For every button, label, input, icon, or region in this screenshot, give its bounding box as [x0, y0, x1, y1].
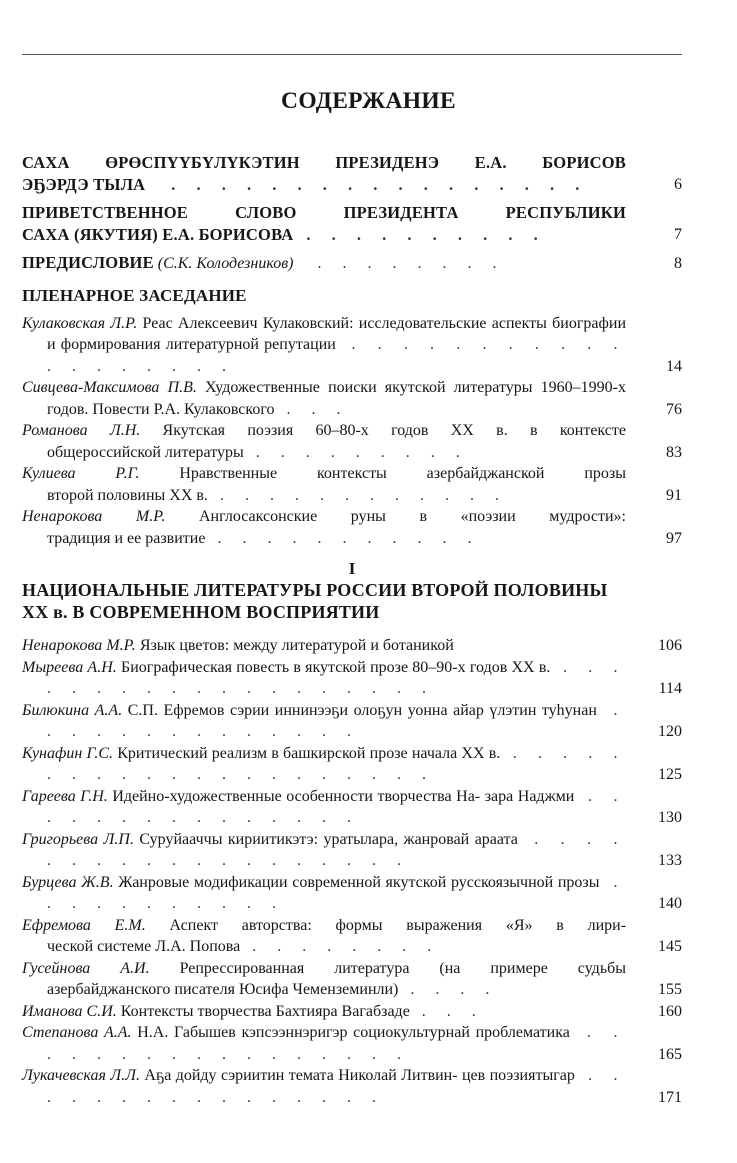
entry-title: Н.А. Габышев кэпсээннэригэр социокультурнай — [137, 1024, 470, 1041]
entry-author: Билюкина А.А. — [22, 701, 123, 719]
entry-title: Нравственные контексты азербайджанской прозы — [179, 465, 626, 482]
entry-title-last: XX в. — [461, 744, 501, 762]
leader-dots: . . . . . . . . . . . — [47, 873, 627, 912]
entry-title-last: азербайджанского писателя Юсифа Чеменземинли) — [47, 981, 399, 998]
page-number: 165 — [658, 1045, 682, 1063]
entry-title-last: русскоязычной прозы — [450, 873, 600, 891]
entry-title: Контексты творчества Бахтияра Вагабзаде — [120, 1002, 410, 1020]
entry-title: С.П. Ефремов сэрии иннинээҕи олоҕун уонна айар — [127, 701, 484, 719]
section-heading-plenary: ПЛЕНАРНОЕ ЗАСЕДАНИЕ — [22, 285, 247, 305]
entry-author: Ненарокова М.Р. — [22, 637, 136, 654]
leader-dots: . . . . . . . . . . . . — [219, 486, 508, 504]
entry-text — [22, 915, 626, 958]
leader-dots: . . . . . . . . . . . . . . . . . . . — [47, 336, 627, 375]
page-number: 6 — [674, 175, 682, 193]
toc-entry[interactable] — [22, 743, 682, 786]
entry-author: Степанова А.А. — [22, 1024, 132, 1041]
entry-text — [22, 829, 626, 872]
entry-title: Англосаксонские руны в «поэзии мудрости»: — [198, 508, 626, 525]
toc-entry[interactable] — [22, 635, 682, 657]
page-number: 125 — [658, 766, 682, 783]
entry-author: Иманова С.И. — [22, 1002, 117, 1020]
entry-author: Ненарокова М.Р. — [22, 508, 166, 525]
entry-text — [22, 1022, 626, 1065]
leader-dots: . . . . . . . . . . . — [217, 529, 480, 547]
entry-title-last: цев поэзиятыгар — [461, 1067, 575, 1084]
entry-title-last: САХА (ЯКУТИЯ) Е.А. БОРИСОВА . . . . . . . . . . — [22, 224, 547, 244]
entry-title-last: зара Наджми — [484, 787, 575, 805]
top-rule — [22, 54, 682, 55]
page-number: 155 — [658, 981, 682, 998]
leader-dots: . . . . . . . . . . . . . . . . . . . . . — [47, 744, 627, 783]
entry-title-last: ческой системе Л.А. Попова — [47, 938, 241, 955]
page-number: 160 — [658, 1002, 682, 1020]
page-number: 140 — [658, 895, 682, 912]
entry-author: Кулиева Р.Г. — [22, 465, 140, 482]
toc-entry[interactable] — [22, 506, 682, 549]
toc-entry[interactable] — [22, 252, 682, 275]
entry-text — [22, 657, 626, 700]
entry-author: Григорьева Л.П. — [22, 830, 134, 848]
entry-title-last: репутации — [264, 336, 336, 353]
page-number: 8 — [674, 255, 682, 272]
leader-dots: . . . — [286, 400, 350, 418]
page-number: 7 — [674, 225, 682, 243]
entry-title: Реас Алексеевич Кулаковский: исследовательские аспекты биографии и формирования литературной — [47, 314, 627, 353]
entry-title: Якутская поэзия 60–80-х годов XX в. в контексте — [162, 422, 626, 439]
toc-entry[interactable] — [22, 152, 682, 195]
entry-title: Язык цветов: между литературой и ботаникой — [139, 637, 454, 654]
entry-title-last: годов XX в. — [469, 658, 551, 676]
toc-entry[interactable] — [22, 377, 682, 420]
entry-text — [22, 786, 626, 829]
leader-dots: . . . . . . . . . . — [306, 224, 547, 244]
entry-author: Лукачевская Л.Л. — [22, 1067, 140, 1084]
toc-entry[interactable] — [22, 463, 682, 506]
entry-title-last: традиция и ее развитие — [47, 529, 206, 547]
entry-title: Идейно-художественные особенности творчества На- — [112, 787, 481, 805]
entry-title: Суруйааччы кириитикэтэ: уратылара, жанровай — [139, 830, 470, 848]
leader-dots: . . . . — [410, 981, 498, 998]
entry-text — [22, 635, 626, 657]
plenary-entries — [22, 313, 682, 550]
page-title: СОДЕРЖАНИЕ — [281, 88, 456, 114]
entry-author: (С.К. Колодезников) — [157, 255, 294, 272]
toc-entry[interactable] — [22, 872, 682, 915]
page-number: 97 — [666, 529, 682, 547]
entry-author: Бурцева Ж.В. — [22, 873, 114, 891]
toc-entry[interactable] — [22, 829, 682, 872]
entry-title: Аспект авторства: формы выражения «Я» в лири- — [169, 916, 627, 934]
entry-text — [22, 463, 626, 506]
toc-entry[interactable] — [22, 657, 682, 700]
page-number: 120 — [658, 723, 682, 740]
leader-dots: . . . . . . . . . . . . . . — [47, 701, 627, 740]
entry-text — [22, 313, 626, 378]
leader-dots: . . . . . . . . . . . . . . . . . . . — [47, 830, 627, 869]
entry-title-last: второй половины XX в. — [47, 486, 208, 504]
entry-title: Критический реализм в башкирской прозе начала — [117, 744, 458, 762]
entry-text — [22, 377, 626, 420]
toc-entry[interactable] — [22, 1022, 682, 1065]
entry-title-line: ПРИВЕТСТВЕННОЕ СЛОВО ПРЕЗИДЕНТА РЕСПУБЛИКИ — [22, 203, 626, 222]
entry-text — [22, 743, 626, 786]
chapter1-entries — [22, 635, 682, 1108]
leader-dots: . . . . . . . . — [317, 255, 506, 272]
leader-dots: . . . . . . . . . . . . . . . . . — [47, 1024, 627, 1063]
toc-entry[interactable] — [22, 1001, 682, 1023]
entry-title: Репрессированная литература (на примере судьбы — [179, 959, 627, 977]
entry-author: Кулаковская Л.Р. — [22, 314, 138, 332]
toc-entry[interactable] — [22, 958, 682, 1001]
entry-title-last: общероссийской литературы — [47, 443, 244, 461]
leader-dots: . . . . . . . . . . . . . . . — [47, 787, 627, 826]
page-number: 83 — [666, 443, 682, 461]
page-number: 76 — [666, 400, 682, 418]
chapter-number: I — [348, 559, 356, 578]
entry-title-last: ПРЕДИСЛОВИЕ (С.К. Колодезников) . . . . . . . . — [22, 253, 506, 272]
entry-title-last: проблематика — [475, 1024, 570, 1041]
page-number: 114 — [658, 680, 682, 697]
entry-title: Биографическая повесть в якутской прозе 80–90-х — [121, 658, 466, 676]
page-number: 145 — [658, 938, 682, 955]
leader-dots: . . . . . . . . . . . . . . . . . — [171, 174, 588, 194]
entry-author: Гареева Г.Н. — [22, 787, 108, 805]
entry-text — [22, 420, 626, 463]
entry-title-last: үлэтин туһунан — [489, 701, 597, 719]
entry-title: Аҕа дойду сэриитин темата Николай Литвин- — [144, 1067, 458, 1084]
entry-text — [22, 1001, 626, 1023]
page-number: 130 — [658, 809, 682, 826]
entry-text — [22, 700, 626, 743]
entry-text — [22, 958, 626, 1001]
entry-author: Мыреева А.Н. — [22, 658, 117, 676]
entry-title-last: ЭҔЭРДЭ ТЫЛА . . . . . . . . . . . . . . . . . — [22, 174, 588, 194]
entry-title: Жанровые модификации современной якутской — [118, 873, 447, 891]
toc-entry[interactable] — [22, 786, 682, 829]
entry-text — [22, 506, 626, 549]
page-number: 133 — [658, 852, 682, 869]
leader-dots: . . . . . . . . — [252, 938, 440, 955]
toc-entry[interactable] — [22, 700, 682, 743]
entry-author: Гусейнова А.И. — [22, 959, 150, 977]
entry-title: Художественные поиски якутской литературы 1960–1990-х годов. — [47, 379, 626, 418]
entry-author: Кунафин Г.С. — [22, 744, 114, 762]
toc-entry[interactable] — [22, 202, 682, 245]
page-number: 106 — [658, 637, 682, 654]
table-of-contents — [22, 152, 682, 1108]
entry-author: Романова Л.Н. — [22, 422, 141, 439]
chapter-title: НАЦИОНАЛЬНЫЕ ЛИТЕРАТУРЫ РОССИИ ВТОРОЙ ПОЛОВИНЫ XX в. В СОВРЕМЕННОМ ВОСПРИЯТИИ — [22, 580, 608, 622]
page-number: 14 — [666, 357, 682, 375]
page-number: 171 — [658, 1088, 682, 1106]
page-number: 91 — [666, 486, 682, 504]
entry-text — [22, 1065, 626, 1108]
leader-dots: . . . . . . . . . . . . . . . . . . . — [47, 658, 627, 697]
leader-dots: . . . — [421, 1002, 485, 1020]
leader-dots: . . . . . . . . . . . . . . . . — [47, 1067, 627, 1106]
toc-entry[interactable] — [22, 313, 682, 378]
entry-title-last: араата — [474, 830, 518, 848]
entry-title-line: САХА ӨРӨСПҮҮБҮЛҮКЭТИН ПРЕЗИДЕНЭ Е.А. БОРИСОВ — [22, 153, 626, 172]
entry-author: Ефремова Е.М. — [22, 916, 146, 934]
entry-title-last: Повести Р.А. Кулаковского — [92, 400, 275, 418]
entry-text — [22, 872, 626, 915]
toc-entry[interactable] — [22, 420, 682, 463]
leader-dots: . . . . . . . . . — [255, 443, 469, 461]
entry-author: Сивцева-Максимова П.В. — [22, 379, 197, 396]
toc-entry[interactable] — [22, 1065, 682, 1108]
toc-entry[interactable] — [22, 915, 682, 958]
